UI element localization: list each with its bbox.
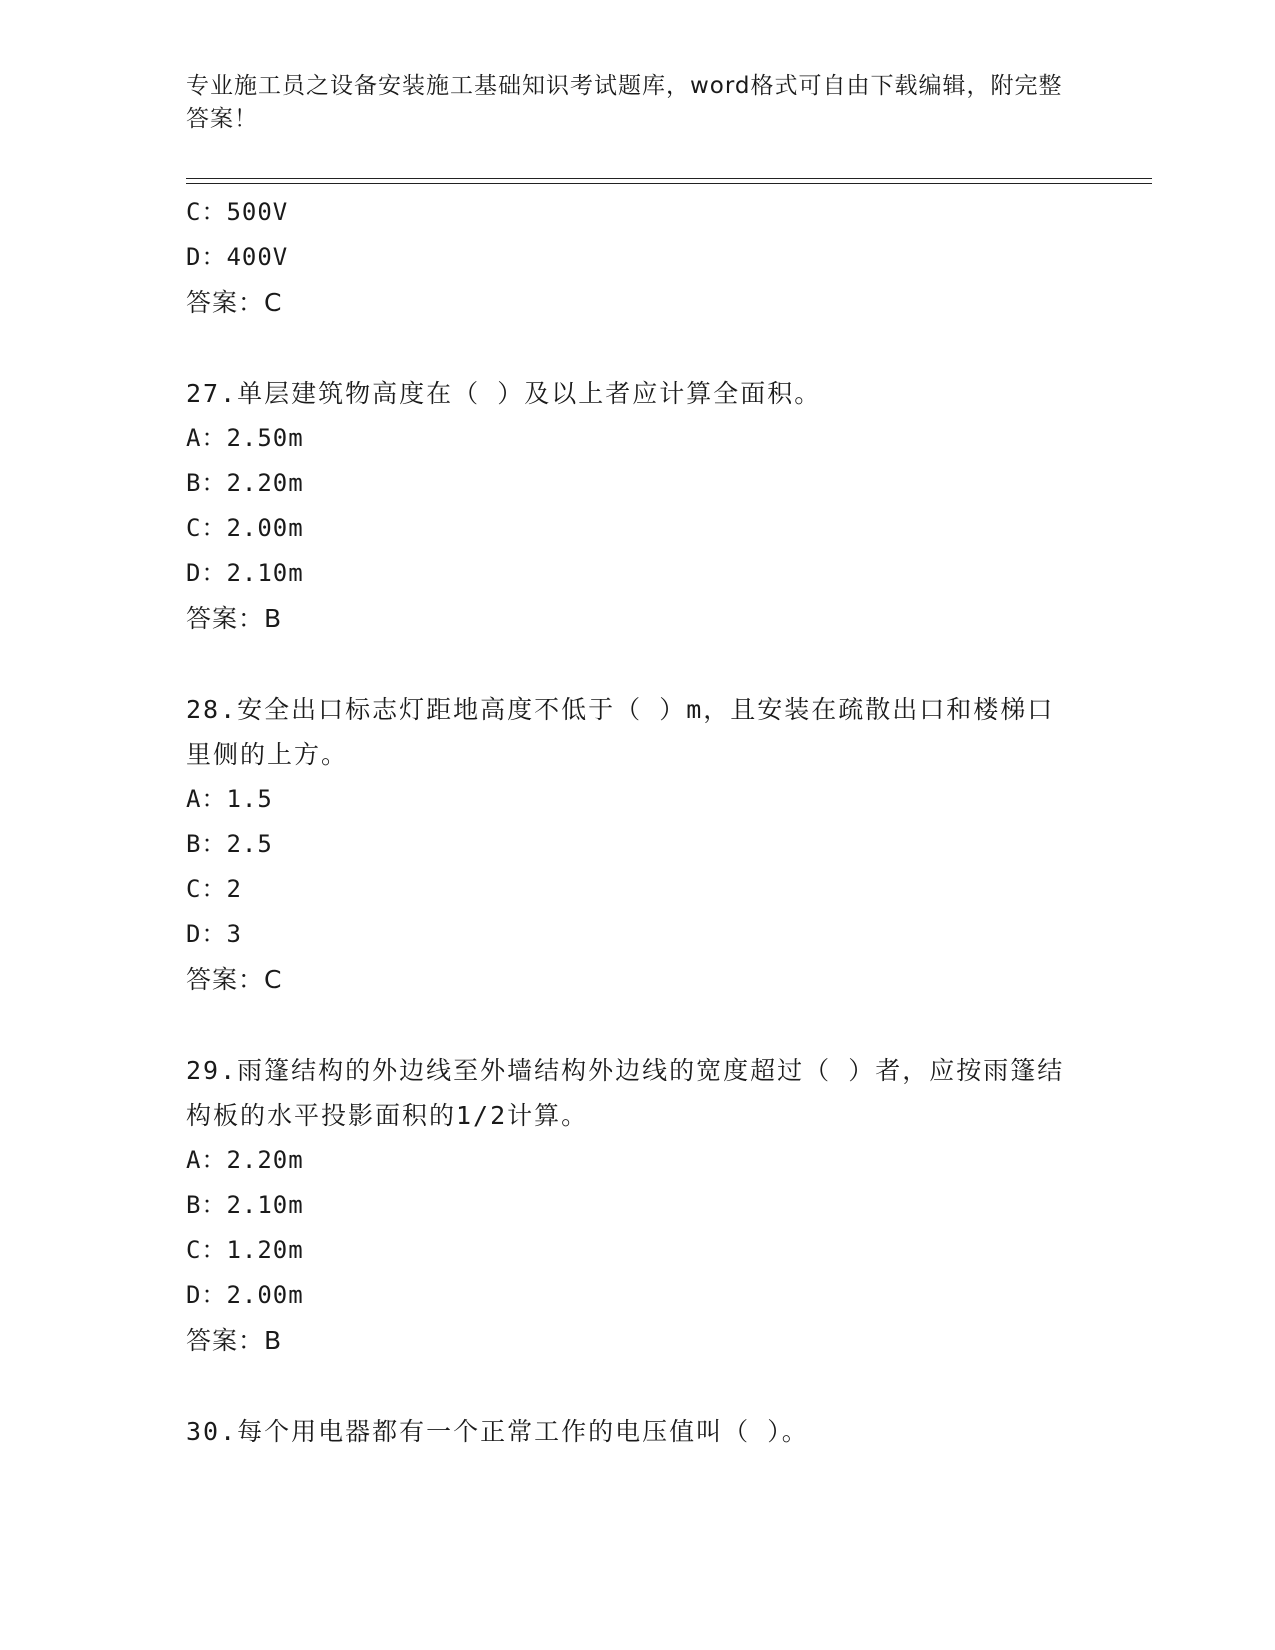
- option-d: D：2.00m: [186, 1281, 304, 1309]
- option-d: D：400V: [186, 243, 289, 271]
- question-stem: 29.雨篷结构的外边线至外墙结构外边线的宽度超过（ ）者，应按雨篷结构板的水平投影面积的1/2计算。: [186, 1056, 1065, 1130]
- option-c: C：2.00m: [186, 514, 304, 542]
- option-c: C：500V: [186, 198, 289, 226]
- header-rule-top: [186, 178, 1152, 179]
- answer-line: 答案：C: [186, 288, 283, 317]
- option-a: A：2.50m: [186, 424, 304, 452]
- option-c: C：2: [186, 875, 242, 903]
- question-stem: 27.单层建筑物高度在（ ）及以上者应计算全面积。: [186, 379, 822, 408]
- option-b: B：2.20m: [186, 469, 304, 497]
- question-26-fragment: [186, 190, 1086, 325]
- answer-line: 答案：B: [186, 604, 283, 633]
- question-29: [186, 1048, 1086, 1363]
- question-30: [186, 1409, 1086, 1454]
- question-stem: 28.安全出口标志灯距地高度不低于（ ）m，且安装在疏散出口和楼梯口里侧的上方。: [186, 695, 1055, 769]
- question-28: [186, 687, 1086, 1002]
- option-d: D：2.10m: [186, 559, 304, 587]
- document-header: 专业施工员之设备安装施工基础知识考试题库，word格式可自由下载编辑，附完整答案！: [186, 73, 1063, 132]
- option-b: B：2.5: [186, 830, 273, 858]
- option-a: A：1.5: [186, 785, 273, 813]
- header-rule-bottom: [186, 183, 1152, 184]
- answer-line: 答案：C: [186, 965, 283, 994]
- question-list: [186, 190, 1086, 1454]
- option-a: A：2.20m: [186, 1146, 304, 1174]
- question-27: [186, 371, 1086, 641]
- option-b: B：2.10m: [186, 1191, 304, 1219]
- option-c: C：1.20m: [186, 1236, 304, 1264]
- option-d: D：3: [186, 920, 242, 948]
- question-stem: 30.每个用电器都有一个正常工作的电压值叫（ ）。: [186, 1417, 809, 1446]
- answer-line: 答案：B: [186, 1326, 283, 1355]
